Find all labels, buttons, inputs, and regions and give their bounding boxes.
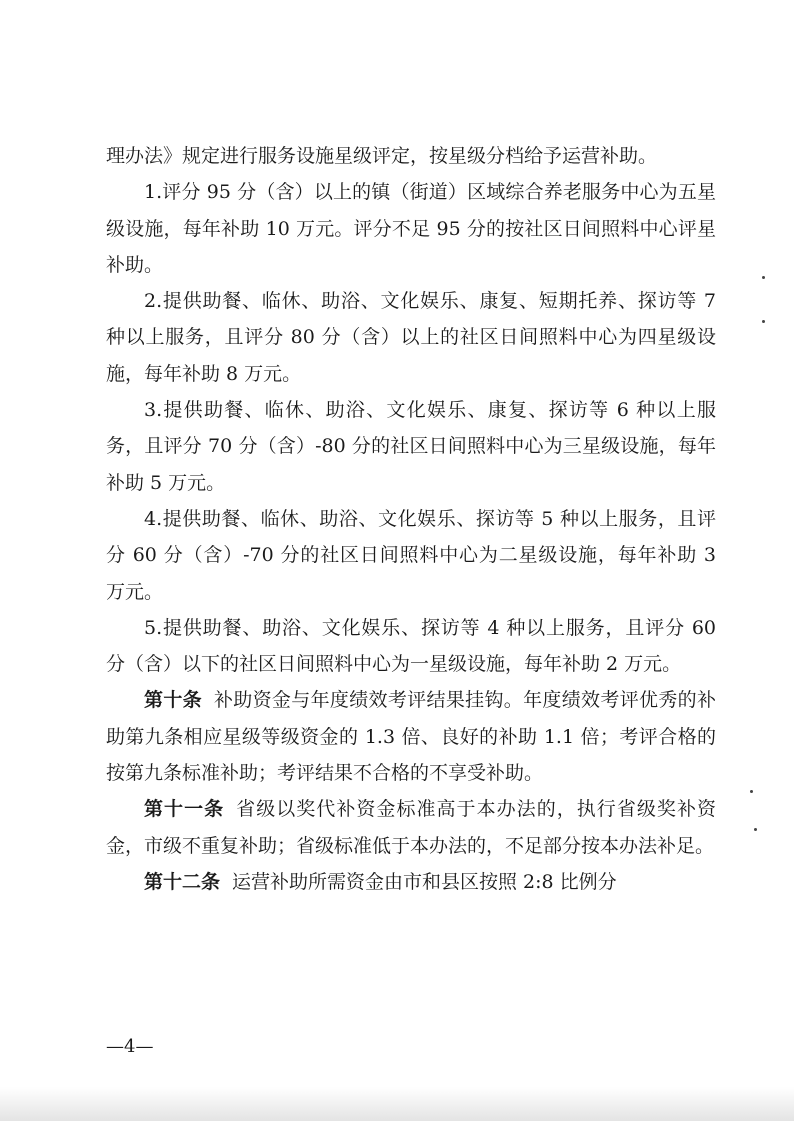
paragraph-article-10 bbox=[106, 682, 716, 791]
article-heading: 第十二条 bbox=[144, 870, 221, 893]
scan-speck bbox=[762, 320, 765, 323]
paragraph-item-3: 3.提供助餐、临休、助浴、文化娱乐、康复、探访等 6 种以上服务，且评分 70 分（含）-80 分的社区日间照料中心为三星级设施，每年补助 5 万元。 bbox=[106, 399, 716, 494]
article-text: 运营补助所需资金由市和县区按照 2:8 比例分 bbox=[232, 870, 617, 893]
article-heading: 第十条 bbox=[144, 689, 202, 712]
scan-speck bbox=[750, 790, 753, 793]
paragraph-item-2: 2.提供助餐、临休、助浴、文化娱乐、康复、短期托养、探访等 7 种以上服务，且评分 80 分（含）以上的社区日间照料中心为四星级设施，每年补助 8 万元。 bbox=[106, 290, 716, 385]
article-heading: 第十一条 bbox=[144, 798, 225, 821]
paragraph-article-11 bbox=[106, 791, 716, 864]
paragraph-article-12 bbox=[106, 864, 716, 900]
paragraph-item-5: 5.提供助餐、助浴、文化娱乐、探访等 4 种以上服务，且评分 60 分（含）以下的社区日间照料中心为一星级设施，每年补助 2 万元。 bbox=[106, 616, 716, 676]
document-body bbox=[106, 138, 716, 900]
paragraph-item-1: 1.评分 95 分（含）以上的镇（街道）区域综合养老服务中心为五星级设施，每年补助 10 万元。评分不足 95 分的按社区日间照料中心评星补助。 bbox=[106, 181, 716, 276]
page-number: —4— bbox=[106, 1036, 154, 1057]
scan-speck bbox=[762, 276, 765, 279]
article-text: 省级以奖代补资金标准高于本办法的，执行省级奖补资金，市级不重复补助；省级标准低于本办法的，不足部分按本办法补足。 bbox=[106, 798, 716, 857]
paragraph-continuation: 理办法》规定进行服务设施星级评定，按星级分档给予运营补助。 bbox=[106, 145, 658, 167]
scan-speck bbox=[754, 828, 757, 831]
article-text: 补助资金与年度绩效考评结果挂钩。年度绩效考评优秀的补助第九条相应星级等级资金的 1.3 倍、良好的补助 1.1 倍；考评合格的按第九条标准补助；考评结果不合格的不享受补助。 bbox=[106, 689, 716, 785]
paragraph-item-4: 4.提供助餐、临休、助浴、文化娱乐、探访等 5 种以上服务，且评分 60 分（含）-70 分的社区日间照料中心为二星级设施，每年补助 3 万元。 bbox=[106, 507, 716, 603]
scan-edge-shadow bbox=[0, 1087, 794, 1121]
